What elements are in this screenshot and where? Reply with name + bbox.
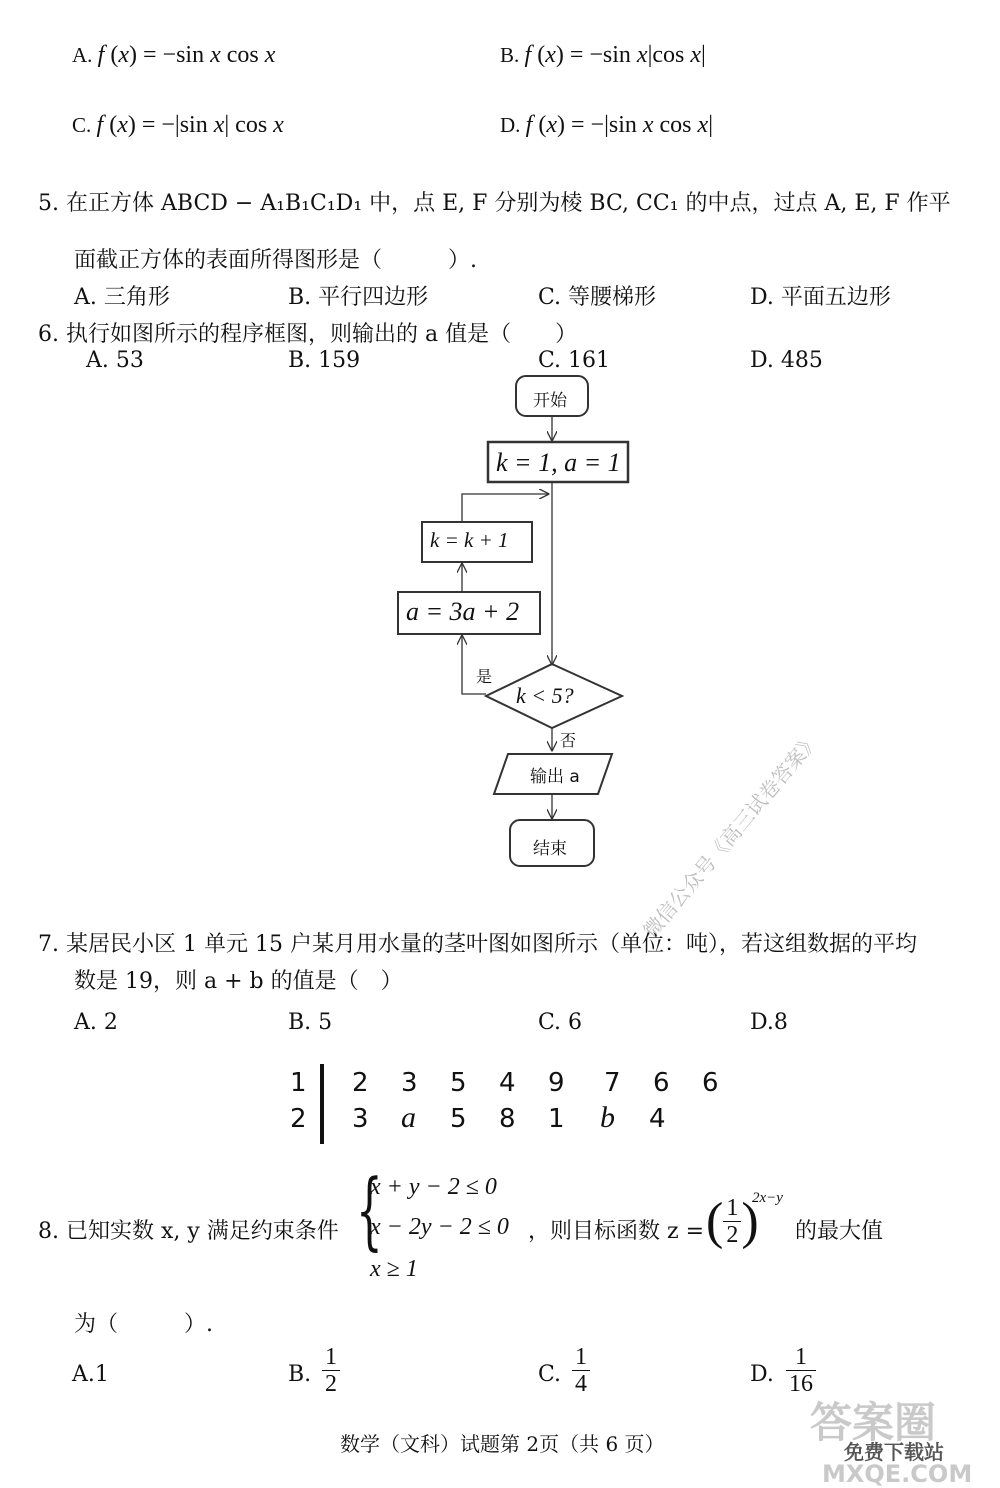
q8-option-d-label: D. bbox=[750, 1362, 774, 1387]
logo-sub: 免费下载站 bbox=[844, 1440, 944, 1464]
q7-option-d: D.8 bbox=[750, 1010, 788, 1035]
q8-base-den: 2 bbox=[726, 1222, 739, 1248]
q8-base-num: 1 bbox=[723, 1195, 741, 1222]
logo-url: MXQE.COM bbox=[822, 1460, 973, 1488]
q8-c-num: 1 bbox=[572, 1344, 590, 1371]
q8-base: ( $\frac{1}{2}$ ) bbox=[706, 1193, 759, 1250]
leaf: 1 bbox=[548, 1104, 565, 1134]
q8-b-num: 1 bbox=[322, 1344, 340, 1371]
q5-option-d: D. 平面五边形 bbox=[750, 285, 891, 310]
q5-option-b: B. 平行四边形 bbox=[288, 285, 429, 310]
flow-inc-label: k = k + 1 bbox=[430, 528, 509, 552]
leaf: 5 bbox=[450, 1104, 467, 1134]
q7-line2: 数是 19，则 a + b 的值是（ ） bbox=[74, 969, 403, 994]
logo-mark: 答案圈 bbox=[810, 1398, 937, 1447]
q5-option-a: A. 三角形 bbox=[74, 285, 170, 310]
q8-b-den: 2 bbox=[325, 1371, 337, 1398]
q8-constraint-1: x + y − 2 ≤ 0 bbox=[370, 1174, 497, 1200]
q8-brace: { bbox=[356, 1161, 383, 1259]
q6-text: 6. 执行如图所示的程序框图，则输出的 a 值是（ ） bbox=[38, 322, 578, 347]
q8-option-a: A.1 bbox=[72, 1362, 109, 1387]
flow-output-label: 输出 a bbox=[530, 767, 580, 787]
q8-d-num: 1 bbox=[786, 1344, 816, 1371]
q8-d-den: 16 bbox=[789, 1371, 813, 1398]
stem-1: 1 bbox=[290, 1068, 307, 1098]
q8-constraint-3: x ≥ 1 bbox=[370, 1256, 418, 1282]
q4-option-c: C. f (x) = −|sin x| cos x bbox=[72, 112, 284, 138]
q8-mid: ，则目标函数 z = bbox=[528, 1219, 705, 1244]
stem-leaf-divider bbox=[320, 1064, 324, 1144]
q7-option-a: A. 2 bbox=[74, 1010, 118, 1035]
flow-start-label: 开始 bbox=[533, 391, 567, 411]
flow-init-label: k = 1, a = 1 bbox=[496, 448, 621, 477]
q4-option-d: D. f (x) = −|sin x cos x| bbox=[500, 112, 713, 138]
q6-option-a: A. 53 bbox=[86, 348, 144, 373]
leaf: 7 bbox=[604, 1068, 621, 1098]
leaf: 6 bbox=[702, 1068, 719, 1098]
watermark-text: 微信公众号《高三试卷答案》 bbox=[638, 728, 824, 943]
leaf: 4 bbox=[499, 1068, 516, 1098]
flow-no-label: 否 bbox=[560, 731, 577, 750]
leaf: 8 bbox=[499, 1104, 516, 1134]
q7-option-b: B. 5 bbox=[288, 1010, 333, 1035]
q8-exponent: 2x−y bbox=[752, 1190, 783, 1206]
q4-option-b: B. f (x) = −sin x|cos x| bbox=[500, 42, 706, 68]
flow-cond-label: k < 5? bbox=[516, 683, 574, 708]
q8-c-den: 4 bbox=[575, 1371, 587, 1398]
q5-line1: 5. 在正方体 ABCD − A₁B₁C₁D₁ 中，点 E, F 分别为棱 BC, CC₁ 的中点，过点 A, E, F 作平 bbox=[38, 191, 951, 216]
leaf: 4 bbox=[649, 1104, 666, 1134]
leaf: a bbox=[401, 1101, 416, 1134]
q6-option-d: D. 485 bbox=[750, 348, 823, 373]
leaf: b bbox=[600, 1101, 615, 1134]
flow-yes-label: 是 bbox=[476, 667, 493, 686]
q5-option-c: C. 等腰梯形 bbox=[538, 285, 657, 310]
page-footer: 数学（文科）试题第 2页（共 6 页） bbox=[340, 1432, 665, 1456]
q7-option-c: C. 6 bbox=[538, 1010, 583, 1035]
q4-option-a: A. f (x) = −sin x cos x bbox=[72, 42, 276, 68]
leaf: 5 bbox=[450, 1068, 467, 1098]
leaf: 3 bbox=[401, 1068, 418, 1098]
leaf: 9 bbox=[548, 1068, 565, 1098]
q8-option-b-label: B. bbox=[288, 1362, 312, 1387]
leaf: 3 bbox=[352, 1104, 369, 1134]
q8-prefix: 8. 已知实数 x, y 满足约束条件 bbox=[38, 1219, 339, 1244]
leaf: 6 bbox=[653, 1068, 670, 1098]
q6-option-c: C. 161 bbox=[538, 348, 611, 373]
leaf: 2 bbox=[352, 1068, 369, 1098]
q8-constraint-2: x − 2y − 2 ≤ 0 bbox=[370, 1214, 509, 1240]
q8-option-c-frac bbox=[572, 1344, 590, 1398]
q8-option-c-label: C. bbox=[538, 1362, 562, 1387]
q6-option-b: B. 159 bbox=[288, 348, 361, 373]
q8-suffix: 的最大值 bbox=[795, 1219, 884, 1244]
q7-line1: 7. 某居民小区 1 单元 15 户某月用水量的茎叶图如图所示（单位：吨），若这组数据的平均 bbox=[38, 932, 917, 957]
flow-end-label: 结束 bbox=[533, 839, 567, 859]
flow-update-label: a = 3a + 2 bbox=[406, 597, 520, 626]
q5-line2: 面截正方体的表面所得图形是（ ）. bbox=[74, 248, 477, 273]
q8-option-b-frac bbox=[322, 1344, 340, 1398]
q8-line2: 为（ ）. bbox=[74, 1312, 213, 1337]
stem-2: 2 bbox=[290, 1104, 307, 1134]
